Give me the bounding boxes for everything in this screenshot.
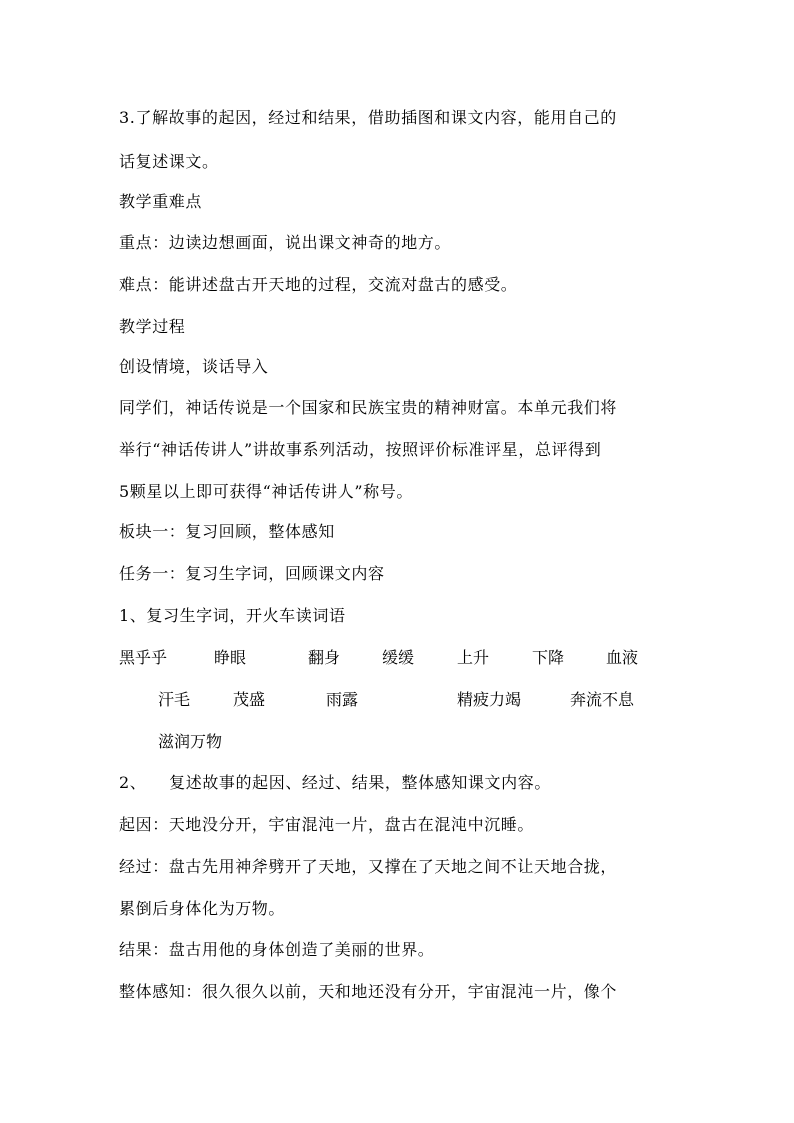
process-line-1: 经过：盘古先用神斧劈开了天地，又撑在了天地之间不让天地合拢， — [119, 857, 618, 876]
vocab-word: 精疲力竭 — [457, 690, 522, 709]
vocab-word: 缓缓 — [382, 648, 415, 667]
objective-3-line-1: 3.了解故事的起因，经过和结果，借助插图和课文内容，能用自己的 — [119, 108, 617, 127]
intro-paragraph-line-1: 同学们，神话传说是一个国家和民族宝贵的精神财富。本单元我们将 — [119, 398, 618, 417]
heading-process: 教学过程 — [119, 317, 186, 336]
intro-paragraph-line-2: 举行“神话传讲人”讲故事系列活动，按照评价标准评星，总评得到 — [119, 440, 602, 459]
vocab-word: 下降 — [532, 648, 565, 667]
vocab-word: 奔流不息 — [570, 690, 635, 709]
vocab-word: 翻身 — [308, 648, 341, 667]
heading-key-points: 教学重难点 — [119, 192, 203, 211]
process-line-2: 累倒后身体化为万物。 — [119, 899, 286, 918]
step-1-heading: 1、复习生字词，开火车读词语 — [119, 606, 346, 625]
vocab-word: 上升 — [457, 648, 490, 667]
task-1-heading: 任务一：复习生字词，回顾课文内容 — [119, 564, 385, 583]
objective-3-line-2: 话复述课文。 — [119, 152, 219, 171]
key-point: 重点：边读边想画面，说出课文神奇的地方。 — [119, 233, 452, 252]
vocab-word: 汗毛 — [158, 690, 191, 709]
step-2-heading: 2、 复述故事的起因、经过、结果，整体感知课文内容。 — [119, 773, 551, 792]
vocab-word: 滋润万物 — [158, 732, 223, 751]
intro-heading: 创设情境，谈话导入 — [119, 357, 269, 376]
vocab-word: 茂盛 — [233, 690, 266, 709]
vocab-word: 睁眼 — [214, 648, 247, 667]
cause-line: 起因：天地没分开，宇宙混沌一片，盘古在混沌中沉睡。 — [119, 815, 535, 834]
result-line: 结果：盘古用他的身体创造了美丽的世界。 — [119, 940, 435, 959]
intro-paragraph-line-3: 5颗星以上即可获得“神话传讲人”称号。 — [119, 482, 413, 501]
section-1-heading: 板块一：复习回顾，整体感知 — [119, 522, 335, 541]
overall-perception-line: 整体感知：很久很久以前，天和地还没有分开，宇宙混沌一片，像个 — [119, 982, 618, 1001]
vocab-word: 雨露 — [326, 690, 359, 709]
vocab-word: 血液 — [606, 648, 639, 667]
vocab-word: 黑乎乎 — [119, 648, 168, 667]
difficult-point: 难点：能讲述盘古开天地的过程，交流对盘古的感受。 — [119, 275, 518, 294]
